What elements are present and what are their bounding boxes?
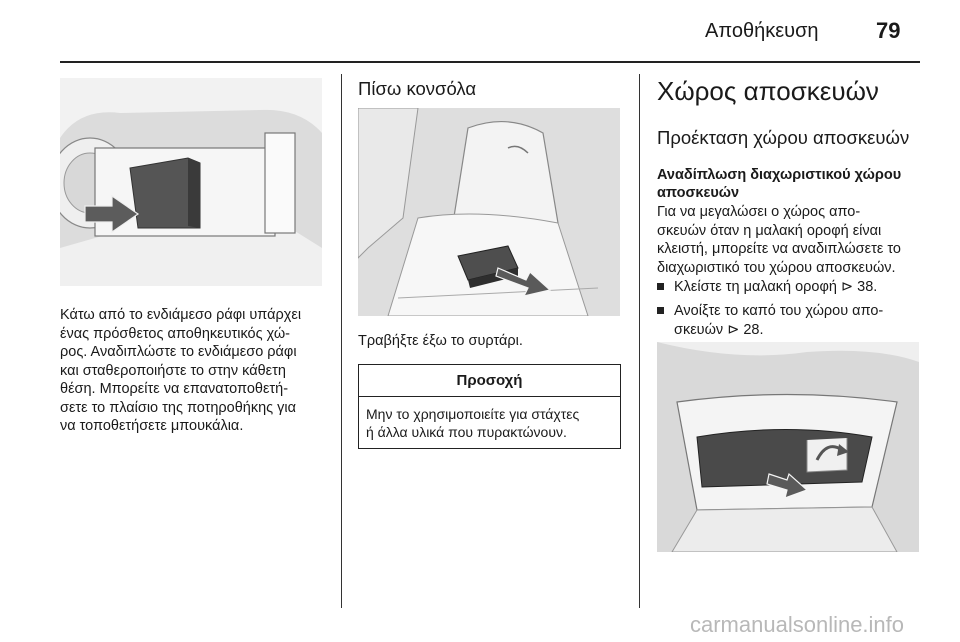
bullet-item	[657, 302, 937, 339]
text-line: ένας πρόσθετος αποθηκευτικός χώ-	[60, 325, 291, 342]
bullet-text	[657, 302, 937, 339]
text-line: Ανοίξτε το καπό του χώρου απο-	[674, 303, 884, 319]
luggage-compartment-figure	[657, 342, 919, 552]
text-line: ή άλλα υλικά που πυρακτώνουν.	[366, 424, 567, 440]
text-line: ρος. Αναδιπλώστε το ενδιάμεσο ράφι	[60, 344, 297, 360]
text-line: Μην το χρησιμοποιείτε για στάχτες	[366, 406, 580, 422]
column-divider-right	[639, 74, 640, 608]
text-line: σκευών όταν η μαλακή οροφή είναι	[657, 222, 882, 239]
bullet-square-icon	[657, 307, 664, 314]
text-line: θέση. Μπορείτε να επανατοποθετή-	[60, 381, 289, 397]
text-line: διαχωριστικό του χώρου αποσκευών.	[657, 259, 896, 276]
left-paragraph	[60, 306, 340, 436]
rear-console-paragraph: Τραβήξτε έξω το συρτάρι.	[358, 333, 523, 349]
running-header-title: Αποθήκευση	[705, 20, 819, 42]
text-line: σετε το πλαίσιο της ποτηροθήκης για	[60, 399, 297, 416]
bullet-square-icon	[657, 283, 664, 290]
text-line: και σταθεροποιήστε το στην κάθετη	[60, 362, 286, 379]
procedure-heading	[657, 166, 927, 202]
text-line: να τοποθετήσετε μπουκάλια.	[60, 418, 244, 434]
text-line: σκευών ⊳ 28.	[674, 321, 764, 338]
subsection-heading: Προέκταση χώρου αποσκευών	[657, 127, 910, 148]
rear-console-figure	[358, 108, 620, 316]
header-rule	[60, 61, 920, 63]
watermark-text: carmanualsonline.info	[690, 612, 905, 637]
column-divider-left	[341, 74, 342, 608]
section-heading: Χώρος αποσκευών	[657, 76, 879, 106]
caution-box	[358, 364, 621, 449]
caution-text	[359, 397, 620, 441]
rear-console-heading: Πίσω κονσόλα	[358, 78, 477, 99]
text-line: Κάτω από το ενδιάμεσο ράφι υπάρχει	[60, 307, 302, 323]
right-paragraph	[657, 203, 937, 277]
page-number: 79	[876, 18, 901, 43]
bullet-text: Κλείστε τη μαλακή οροφή ⊳ 38.	[674, 279, 878, 295]
heading-line: αποσκευών	[657, 185, 740, 201]
heading-line: Αναδίπλωση διαχωριστικού χώρου	[657, 167, 902, 183]
caution-title: Προσοχή	[359, 365, 620, 397]
center-console-figure	[60, 78, 322, 286]
text-line: κλειστή, μπορείτε να αναδιπλώσετε το	[657, 241, 901, 257]
text-line: Για να μεγαλώσει ο χώρος απο-	[657, 204, 861, 220]
bullet-item	[657, 278, 937, 297]
